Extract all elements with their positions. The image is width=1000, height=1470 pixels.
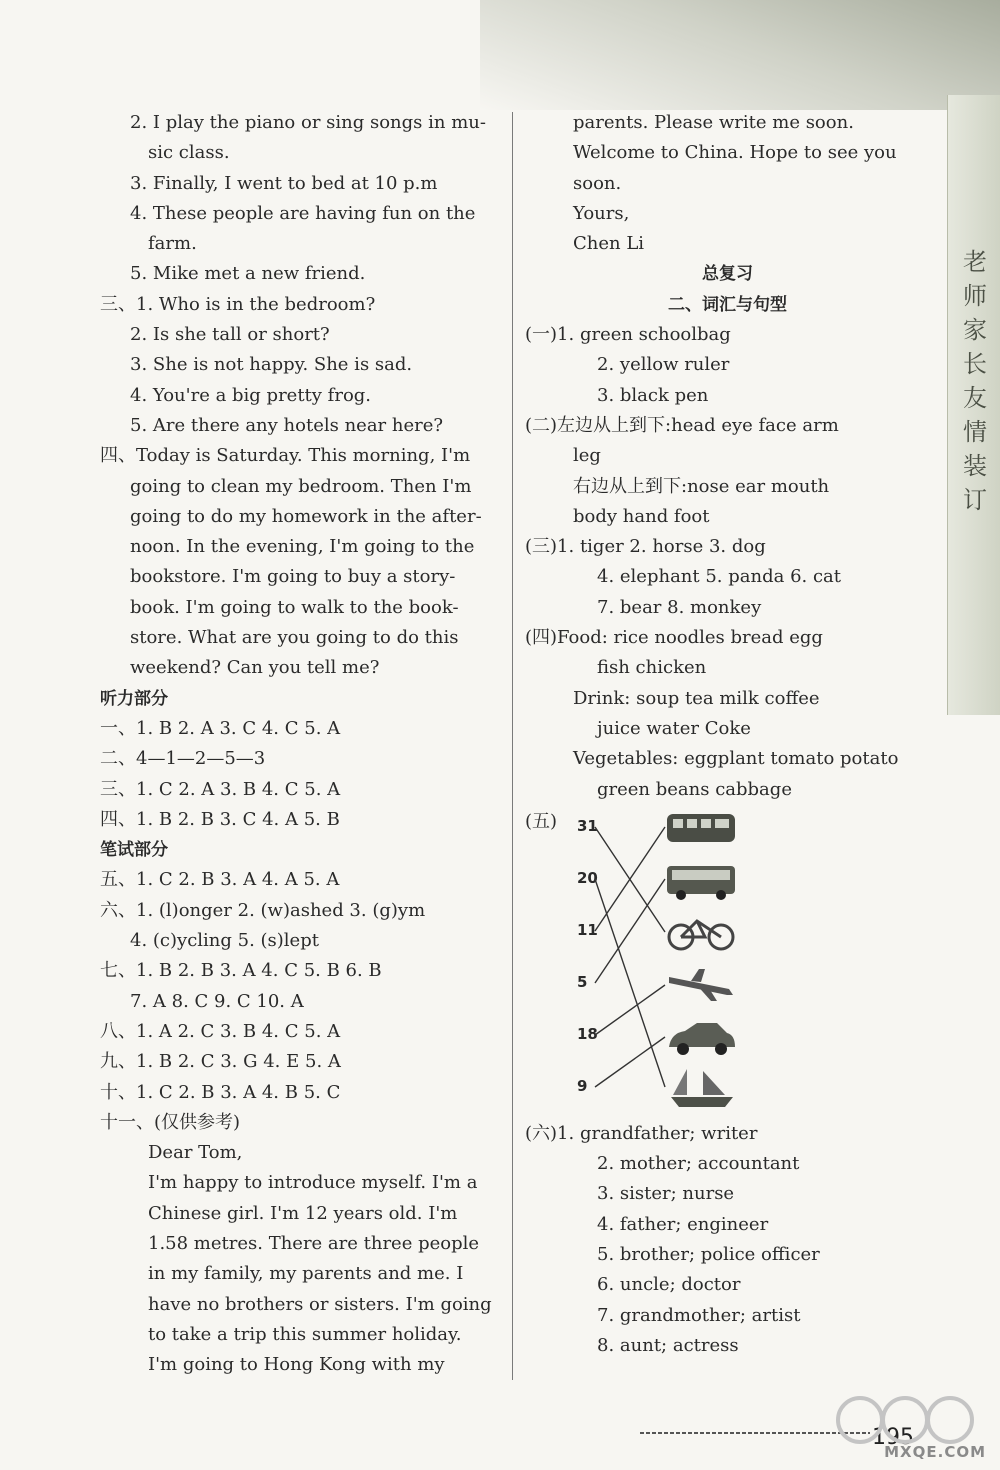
- watermark-text: MXQE.COM: [884, 1443, 986, 1461]
- match-line: [595, 879, 665, 1087]
- answer-line: 5. brother; police officer: [597, 1244, 820, 1266]
- answer-line: 4. father; engineer: [597, 1213, 769, 1235]
- matching-lines: [595, 827, 665, 1087]
- side-binding-band: [947, 95, 1000, 715]
- matching-exercise: [525, 807, 930, 1119]
- answer-line: 右边从上到下:nose ear mouth: [573, 475, 830, 497]
- answer-line: 4. These people are having fun on the: [130, 202, 476, 224]
- answer-line: bookstore. I'm going to buy a story-: [130, 566, 456, 588]
- answer-line: store. What are you going to do this: [130, 627, 459, 649]
- answer-line: 八、1. A 2. C 3. B 4. C 5. A: [100, 1020, 341, 1042]
- answer-line: soon.: [573, 172, 622, 194]
- answer-line: fish chicken: [597, 657, 707, 679]
- answer-line: 6. uncle; doctor: [597, 1274, 741, 1296]
- left-column: [100, 108, 495, 1380]
- answer-line: juice water Coke: [597, 717, 751, 739]
- answer-line: Vegetables: eggplant tomato potato: [573, 748, 899, 770]
- answer-line: 六、1. (l)onger 2. (w)ashed 3. (g)ym: [100, 899, 426, 921]
- answer-line: Dear Tom,: [148, 1142, 243, 1164]
- answer-line: I'm happy to introduce myself. I'm a: [148, 1172, 478, 1194]
- answer-line: (四)Food: rice noodles bread egg: [525, 627, 823, 649]
- answer-line: noon. In the evening, I'm going to the: [130, 536, 475, 558]
- answer-line: Welcome to China. Hope to see you: [573, 142, 897, 164]
- section-heading: 听力部分: [100, 688, 168, 709]
- answer-line: 3. sister; nurse: [597, 1183, 735, 1205]
- section-heading: 二、词汇与句型: [668, 294, 787, 315]
- watermark-icon: [830, 1390, 990, 1450]
- matching-number: 18: [577, 1024, 598, 1043]
- answer-line: (二)左边从上到下:head eye face arm: [525, 414, 839, 436]
- answer-line: (三)1. tiger 2. horse 3. dog: [525, 536, 766, 558]
- matching-diagram: [585, 807, 765, 1119]
- page-number: 195: [872, 1425, 914, 1450]
- matching-number: 20: [577, 868, 598, 887]
- answer-line: Chen Li: [573, 233, 645, 255]
- answer-line: 三、1. C 2. A 3. B 4. C 5. A: [100, 778, 341, 800]
- answer-line: 5. Mike met a new friend.: [130, 263, 366, 285]
- answer-line: book. I'm going to walk to the book-: [130, 596, 459, 618]
- answer-line: 7. bear 8. monkey: [597, 596, 762, 618]
- watermark-logo: [830, 1390, 990, 1465]
- match-line: [595, 985, 665, 1035]
- bicycle-icon: [669, 921, 733, 949]
- answer-line: 2. I play the piano or sing songs in mu-: [130, 112, 486, 133]
- answer-line: 二、4—1—2—5—3: [100, 748, 266, 770]
- section-heading: 笔试部分: [100, 840, 168, 861]
- answer-line: farm.: [148, 233, 197, 255]
- answer-line: Drink: soup tea milk coffee: [573, 687, 820, 709]
- match-line: [595, 879, 665, 983]
- answer-line: 8. aunt; actress: [597, 1334, 739, 1356]
- matching-number: 9: [577, 1076, 588, 1095]
- answer-line: going to clean my bedroom. Then I'm: [130, 475, 472, 497]
- matching-number: 11: [577, 920, 598, 939]
- answer-line: 3. Finally, I went to bed at 10 p.m: [130, 172, 438, 194]
- answer-line: in my family, my parents and me. I: [148, 1263, 464, 1285]
- answer-line: 2. Is she tall or short?: [130, 324, 330, 346]
- answer-line: 1.58 metres. There are three people: [148, 1232, 480, 1254]
- match-line: [595, 1037, 665, 1087]
- answer-line: 4. You're a big pretty frog.: [130, 384, 372, 406]
- answer-line: 五、1. C 2. B 3. A 4. A 5. A: [100, 869, 340, 891]
- matching-label: (五): [525, 810, 558, 832]
- answer-line: 2. mother; accountant: [597, 1153, 800, 1175]
- answer-line: parents. Please write me soon.: [573, 112, 854, 133]
- answer-line: 九、1. B 2. C 3. G 4. E 5. A: [100, 1051, 341, 1073]
- column-divider: [512, 112, 513, 1380]
- right-column-top: [525, 108, 930, 805]
- answer-line: body hand foot: [573, 505, 710, 527]
- answer-line: I'm going to Hong Kong with my: [148, 1354, 445, 1376]
- corner-decoration: [480, 0, 1000, 110]
- answer-line: 7. A 8. C 9. C 10. A: [130, 990, 304, 1012]
- answer-line: going to do my homework in the after-: [130, 505, 482, 527]
- airplane-icon: [669, 969, 733, 1001]
- answer-line: green beans cabbage: [597, 778, 792, 800]
- answer-line: 七、1. B 2. B 3. A 4. C 5. B 6. B: [100, 960, 382, 982]
- answer-line: weekend? Can you tell me?: [130, 657, 380, 679]
- answer-line: to take a trip this summer holiday.: [148, 1323, 462, 1345]
- answer-line: 一、1. B 2. A 3. C 4. C 5. A: [100, 717, 341, 739]
- answer-line: Yours,: [573, 202, 630, 224]
- answer-line: 2. yellow ruler: [597, 354, 730, 376]
- matching-number: 31: [577, 816, 598, 835]
- answer-line: 7. grandmother; artist: [597, 1304, 801, 1326]
- side-banner-text: 老师家长友情装订: [963, 248, 987, 514]
- section-heading: 总复习: [702, 264, 753, 285]
- answer-line: sic class.: [148, 142, 230, 164]
- right-column: [525, 108, 930, 1361]
- matching-number: 5: [577, 972, 588, 991]
- answer-line: 四、1. B 2. B 3. C 4. A 5. B: [100, 808, 340, 830]
- answer-line: 三、1. Who is in the bedroom?: [100, 293, 376, 315]
- sailboat-icon: [671, 1069, 733, 1107]
- answer-line: 十、1. C 2. B 3. A 4. B 5. C: [100, 1081, 341, 1103]
- answer-line: 十一、(仅供参考): [100, 1111, 241, 1133]
- answer-line: Chinese girl. I'm 12 years old. I'm: [148, 1202, 458, 1224]
- answer-line: leg: [573, 445, 601, 467]
- train-icon: [667, 814, 735, 842]
- answer-line: (六)1. grandfather; writer: [525, 1122, 758, 1144]
- answer-line: (一)1. green schoolbag: [525, 324, 731, 346]
- answer-line: have no brothers or sisters. I'm going: [148, 1293, 492, 1315]
- answer-line: 5. Are there any hotels near here?: [130, 414, 444, 436]
- answer-line: 3. She is not happy. She is sad.: [130, 354, 413, 376]
- bus-icon: [667, 866, 735, 900]
- answer-line: 4. elephant 5. panda 6. cat: [597, 566, 842, 588]
- answer-line: 四、Today is Saturday. This morning, I'm: [100, 445, 471, 467]
- car-icon: [669, 1023, 735, 1055]
- answer-line: 3. black pen: [597, 384, 709, 406]
- right-column-bottom: [525, 1119, 930, 1361]
- answer-line: 4. (c)ycling 5. (s)lept: [130, 930, 319, 952]
